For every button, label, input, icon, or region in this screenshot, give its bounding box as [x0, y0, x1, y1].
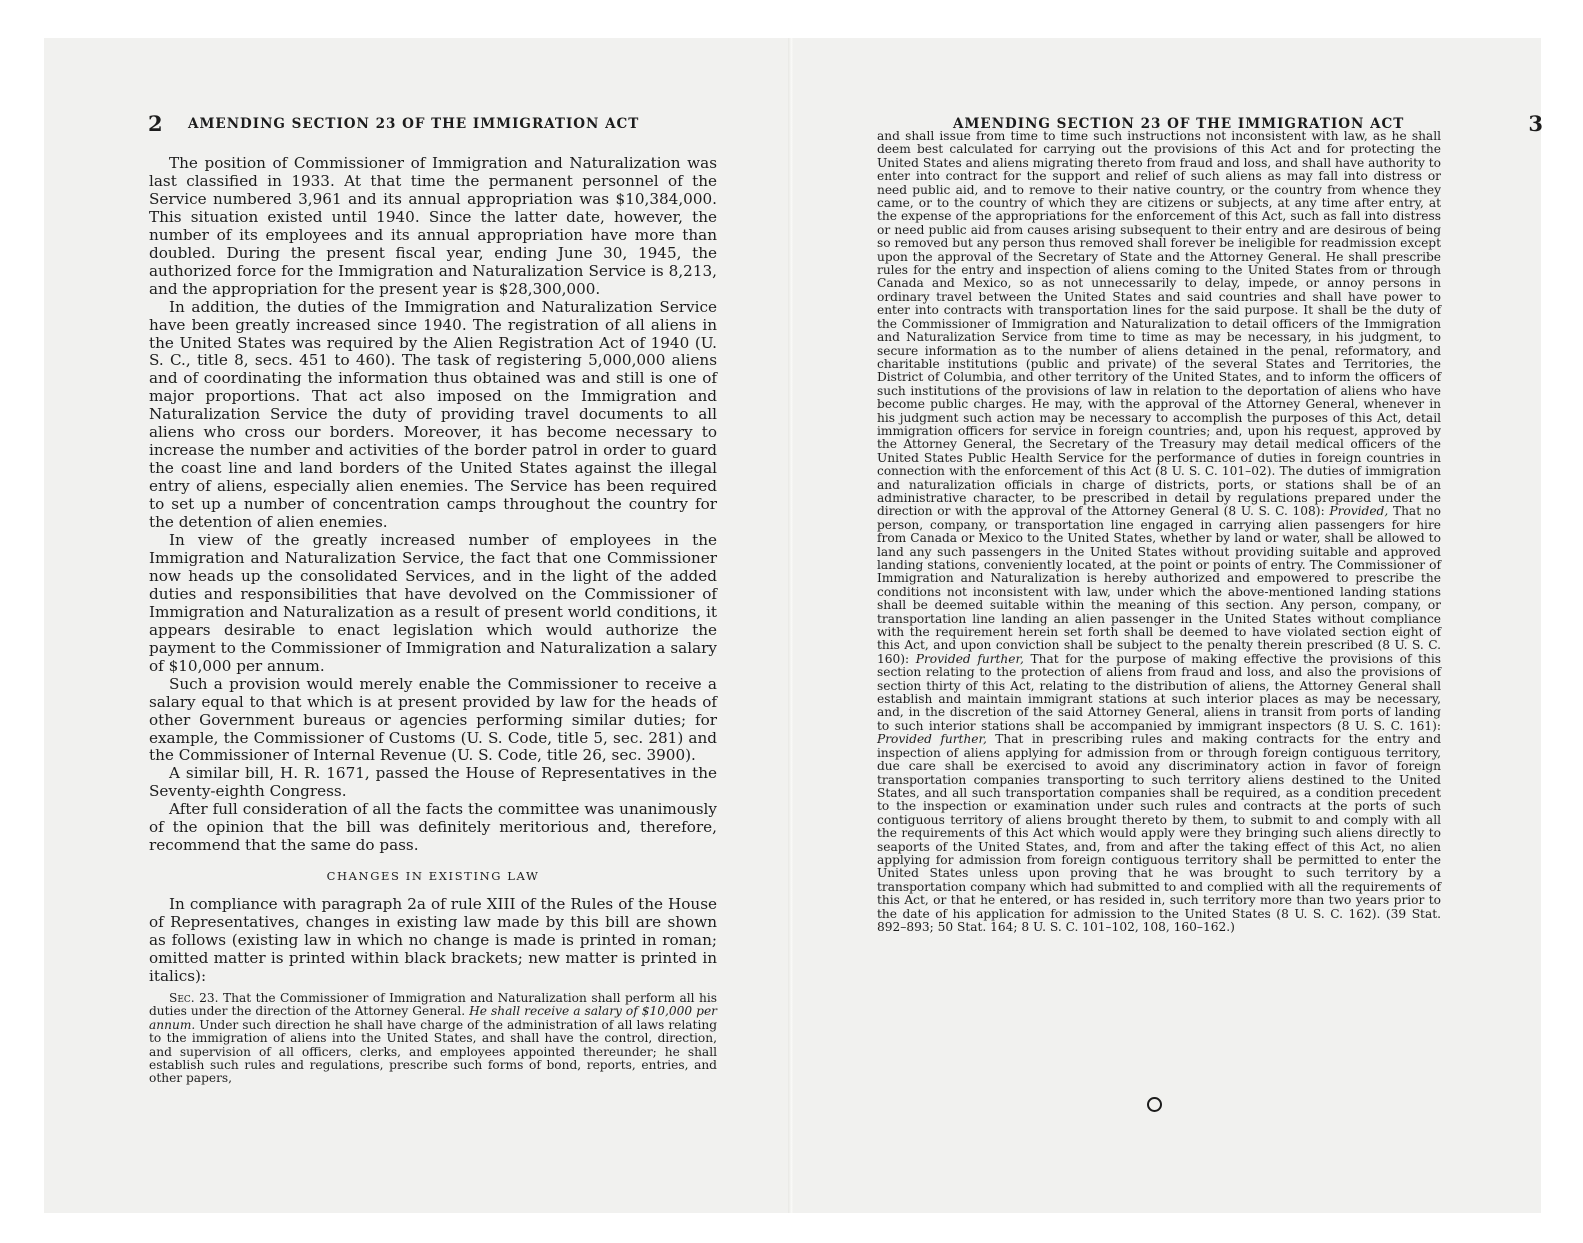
left-page-header [148, 111, 718, 138]
statute-segment-3: That for the purpose of making effective the provisions of this section relating to the protection of aliens from fraud and loss, and also the provisions of section thirty of this Act, relating to the distribution of aliens, the Attorney General shall establish and maintain immigrant stations at such interior places as may be necessary, and, in the discretion of the said Attorney General, aliens in transit from ports of landing to such interior stations shall be accompanied by immigrant inspectors (8 U. S. C. 161): [877, 651, 1441, 733]
left-running-header: AMENDING SECTION 23 OF THE IMMIGRATION ACT [188, 116, 640, 132]
proviso-label-3: Provided further, [877, 732, 987, 747]
paragraph-recommendation: After full consideration of all the facts the committee was unanimously of the opinion that the bill was definitely meritorious and, therefore, recommend that the same do pass. [149, 800, 717, 855]
statute-new-matter: He shall receive a salary of $10,000 per annum. [149, 1004, 717, 1032]
statute-segment-1: and shall issue from time to time such instructions not inconsistent with law, as he shall deem best calculated for carrying out the provisions of this Act and for protecting the United States and aliens migrating thereto from fraud and loss, and shall have authority to enter into contract for the support and relief of such aliens as may fall into distress or need public aid, and to remove to their native country, or the country from whence they came, or to the country of which they are citizens or subjects, at any time after entry, at the expense of the appropriations for the enforcement of this Act, such as fall into distress or need public aid from causes arising subsequent to their entry and are desirous of being so removed but any person thus removed shall forever be ineligible for readmission except upon the approval of the Secretary of State and the Attorney General. He shall prescribe rules for the entry and inspection of aliens coming to the United States from or through Canada and Mexico, so as not unnecessarily to delay, impede, or annoy persons in ordinary travel between the United States and said countries and shall have power to enter into contracts with transportation lines for the said purpose. It shall be the duty of the Commissioner of Immigration and Naturalization to detail officers of the Immigration and Naturalization Service from time to time as may be necessary, in his judgment, to secure information as to the number of aliens detained in the penal, reformatory, and charitable institutions (public and private) of the several States and Territories, the District of Columbia, and other territory of the United States, and to inform the officers of such institutions of the provisions of law in relation to the deportation of aliens who have become public charges. He may, with the approval of the Attorney General, whenever in his judgment such action may be necessary to accomplish the purposes of this Act, detail immigration officers for service in foreign countries; and, upon his request, approved by the Attorney General, the Secretary of the Treasury may detail medical officers of the United States Public Health Service for the performance of duties in foreign countries in connection with the enforcement of this Act (8 U. S. C. 101–02). The duties of immigration and naturalization officials in charge of districts, ports, or stations shall be of an administrative character, to be prescribed in detail by regulations prepared under the direction or with the approval of the Attorney General (8 U. S. C. 108): [877, 129, 1441, 519]
right-text-column [877, 130, 1441, 934]
statute-text-part-1: That the Commissioner of Immigration and Naturalization shall perform all his duties under the direction of the Attorney General. [149, 990, 718, 1019]
proviso-label-1: Provided, [1329, 504, 1389, 519]
statute-section-label: Sec. 23. [169, 990, 219, 1005]
statute-text-part-2: Under such direction he shall have charge of the administration of all laws relating to the immigration of aliens into the United States, and shall have the control, direction, and supervision of all officers, clerks, and employees appointed thereunder; he shall establish such rules and regulations, prescribe such forms of bond, reports, entries, and other papers, [149, 1017, 717, 1086]
section-heading: CHANGES IN EXISTING LAW [326, 869, 540, 884]
left-page [44, 38, 790, 1213]
paragraph-duties: In addition, the duties of the Immigration and Naturalization Service have been greatly increased since 1940. The registration of all aliens in the United States was required by the Alien Registration Act of 1940 (U. S. C., title 8, secs. 451 to 460). The task of registering 5,000,000 aliens and of coordinating the information thus obtained was and still is one of major proportions. That act also imposed on the Immigration and Naturalization Service the duty of providing travel documents to all aliens who cross our borders. Moreover, it has become necessary to increase the number and activities of the border patrol in order to guard the coast line and land borders of the United States against the illegal entry of aliens, especially alien enemies. The Service has been required to set up a number of concentration camps throughout the country for the detention of alien enemies. [149, 297, 717, 532]
proviso-label-2: Provided further, [915, 651, 1024, 666]
right-running-header: AMENDING SECTION 23 OF THE IMMIGRATION ACT [953, 116, 1405, 132]
paragraph-view: In view of the greatly increased number of employees in the Immigration and Naturalization Service, the fact that one Commissioner now heads up the consolidated Services, and in the light of the added duties and responsibilities that have devolved on the Commissioner of Immigration and Naturalization as a result of present world conditions, it appears desirable to enact legislation which would authorize the payment to the Commissioner of Immigration and Naturalization a salary of $10,000 per annum. [149, 531, 717, 675]
right-page [793, 38, 1541, 1213]
statute-text [149, 992, 717, 1086]
statute-continuation [877, 130, 1441, 934]
left-page-number: 2 [148, 111, 163, 136]
paragraph-compliance: In compliance with paragraph 2a of rule XIII of the Rules of the House of Representatives, changes in existing law made by this bill are shown as follows (existing law in which no change is made is printed in roman; omitted matter is printed within black brackets; new matter is printed in italics): [149, 895, 717, 985]
paragraph-provision: Such a provision would merely enable the Commissioner to receive a salary equal to that which is at present provided by law for the heads of other Government bureaus or agencies performing similar duties; for example, the Commissioner of Customs (U. S. Code, title 5, sec. 281) and the Commissioner of Internal Revenue (U. S. Code, title 26, sec. 3900). [149, 674, 717, 765]
end-mark-circle [1147, 1097, 1162, 1112]
statute-segment-4: That in prescribing rules and making contracts for the entry and inspection of aliens applying for admission from or through foreign contiguous territory, due care shall be exercised to avoid any discriminatory action in favor of foreign transportation companies transporting to such territory aliens destined to the United States, and all such transportation companies shall be required, as a condition precedent to the inspection or examination under such rules and contracts at the ports of such contiguous territory of aliens brought thereto by them, to submit to and comply with all the requirements of this Act which would apply were they bringing such aliens directly to seaports of the United States, and, from and after the taking effect of this Act, no alien applying for admission from foreign contiguous territory shall be permitted to enter the United States unless upon proving that he was brought to such territory by a transportation company which had submitted to and complied with all the requirements of this Act, or that he entered, or has resided in, such territory more than two years prior to the date of his application for admission to the United States (8 U. S. C. 162). (39 Stat. 892–893; 50 Stat. 164; 8 U. S. C. 101–102, 108, 160–162.) [877, 732, 1442, 934]
statute-segment-2: That no person, company, or transportation line engaged in carrying alien passengers for hire from Canada or Mexico to the United States, whether by land or water, shall be allowed to land any such passengers in the United States without providing suitable and approved landing stations, conveniently located, at the point or points of entry. The Commissioner of Immigration and Naturalization is hereby authorized and empowered to prescribe the conditions not inconsistent with law, under which the above-mentioned landing stations shall be deemed suitable within the meaning of this section. Any person, company, or transportation line landing an alien passenger in the United States without compliance with the requirement herein set forth shall be deemed to have violated section eight of this Act, and upon conviction shall be subject to the penalty therein prescribed (8 U. S. C. 160): [877, 504, 1441, 666]
paragraph-classification: The position of Commissioner of Immigration and Naturalization was last classified in 1933. At that time the permanent personnel of the Service numbered 3,961 and its annual appropriation was $10,384,000. This situation existed until 1940. Since the latter date, however, the number of its employees and its annual appropriation have more than doubled. During the present fiscal year, ending June 30, 1945, the authorized force for the Immigration and Naturalization Service is 8,213, and the appropriation for the present year is $28,300,000. [149, 154, 717, 298]
right-page-number: 3 [1528, 111, 1543, 136]
paragraph-similar-bill: A similar bill, H. R. 1671, passed the House of Representatives in the Seventy-eighth Congress. [149, 764, 717, 801]
left-text-column [149, 155, 717, 1086]
